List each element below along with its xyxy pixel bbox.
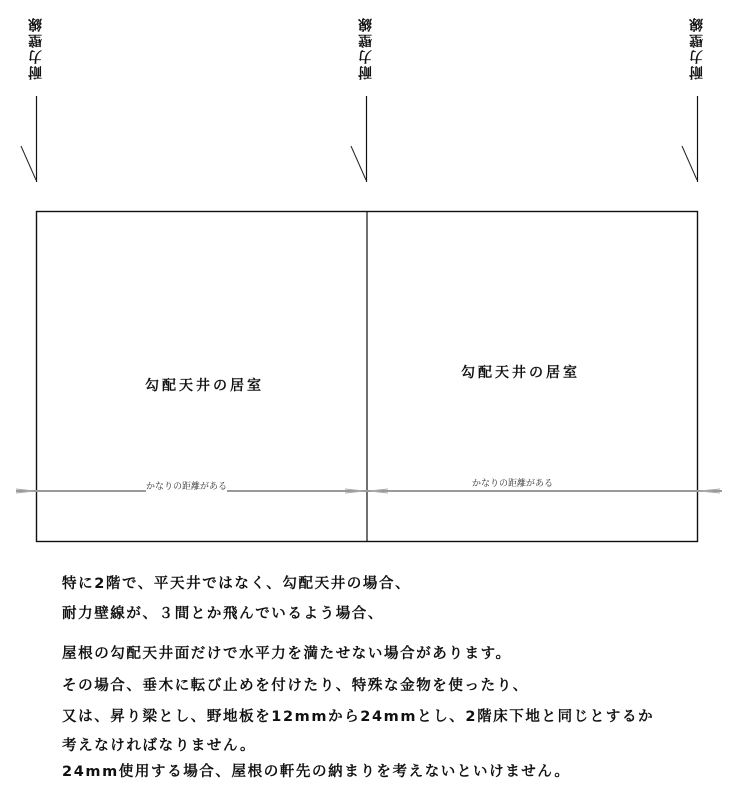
room-title: 勾配天井の居室: [461, 365, 580, 381]
wall-line-label-right: 耐力壁線: [689, 16, 705, 80]
distance-note: かなりの距離がある: [472, 479, 554, 489]
description-line: 又は、昇り梁とし、野地板を12mmから24mmとし、2階床下地と同じとするか: [62, 709, 655, 725]
description-line: 屋根の勾配天井面だけで水平力を満たせない場合があります。: [62, 646, 512, 662]
distance-note: かなりの距離がある: [146, 482, 228, 492]
wall-line-label-center: 耐力壁線: [358, 16, 374, 80]
description-line: 耐力壁線が、３間とか飛んでいるよう場合、: [62, 606, 384, 622]
description-line: 特に2階で、平天井ではなく、勾配天井の場合、: [62, 576, 412, 592]
wall-line-label-left: 耐力壁線: [28, 16, 44, 80]
description-line: 24mm使用する場合、屋根の軒先の納まりを考えないといけません。: [62, 764, 571, 780]
description-line: 考えなければなりません。: [62, 738, 257, 754]
description-line: その場合、垂木に転び止めを付けたり、特殊な金物を使ったり、: [62, 678, 529, 694]
room-title: 勾配天井の居室: [145, 378, 264, 394]
